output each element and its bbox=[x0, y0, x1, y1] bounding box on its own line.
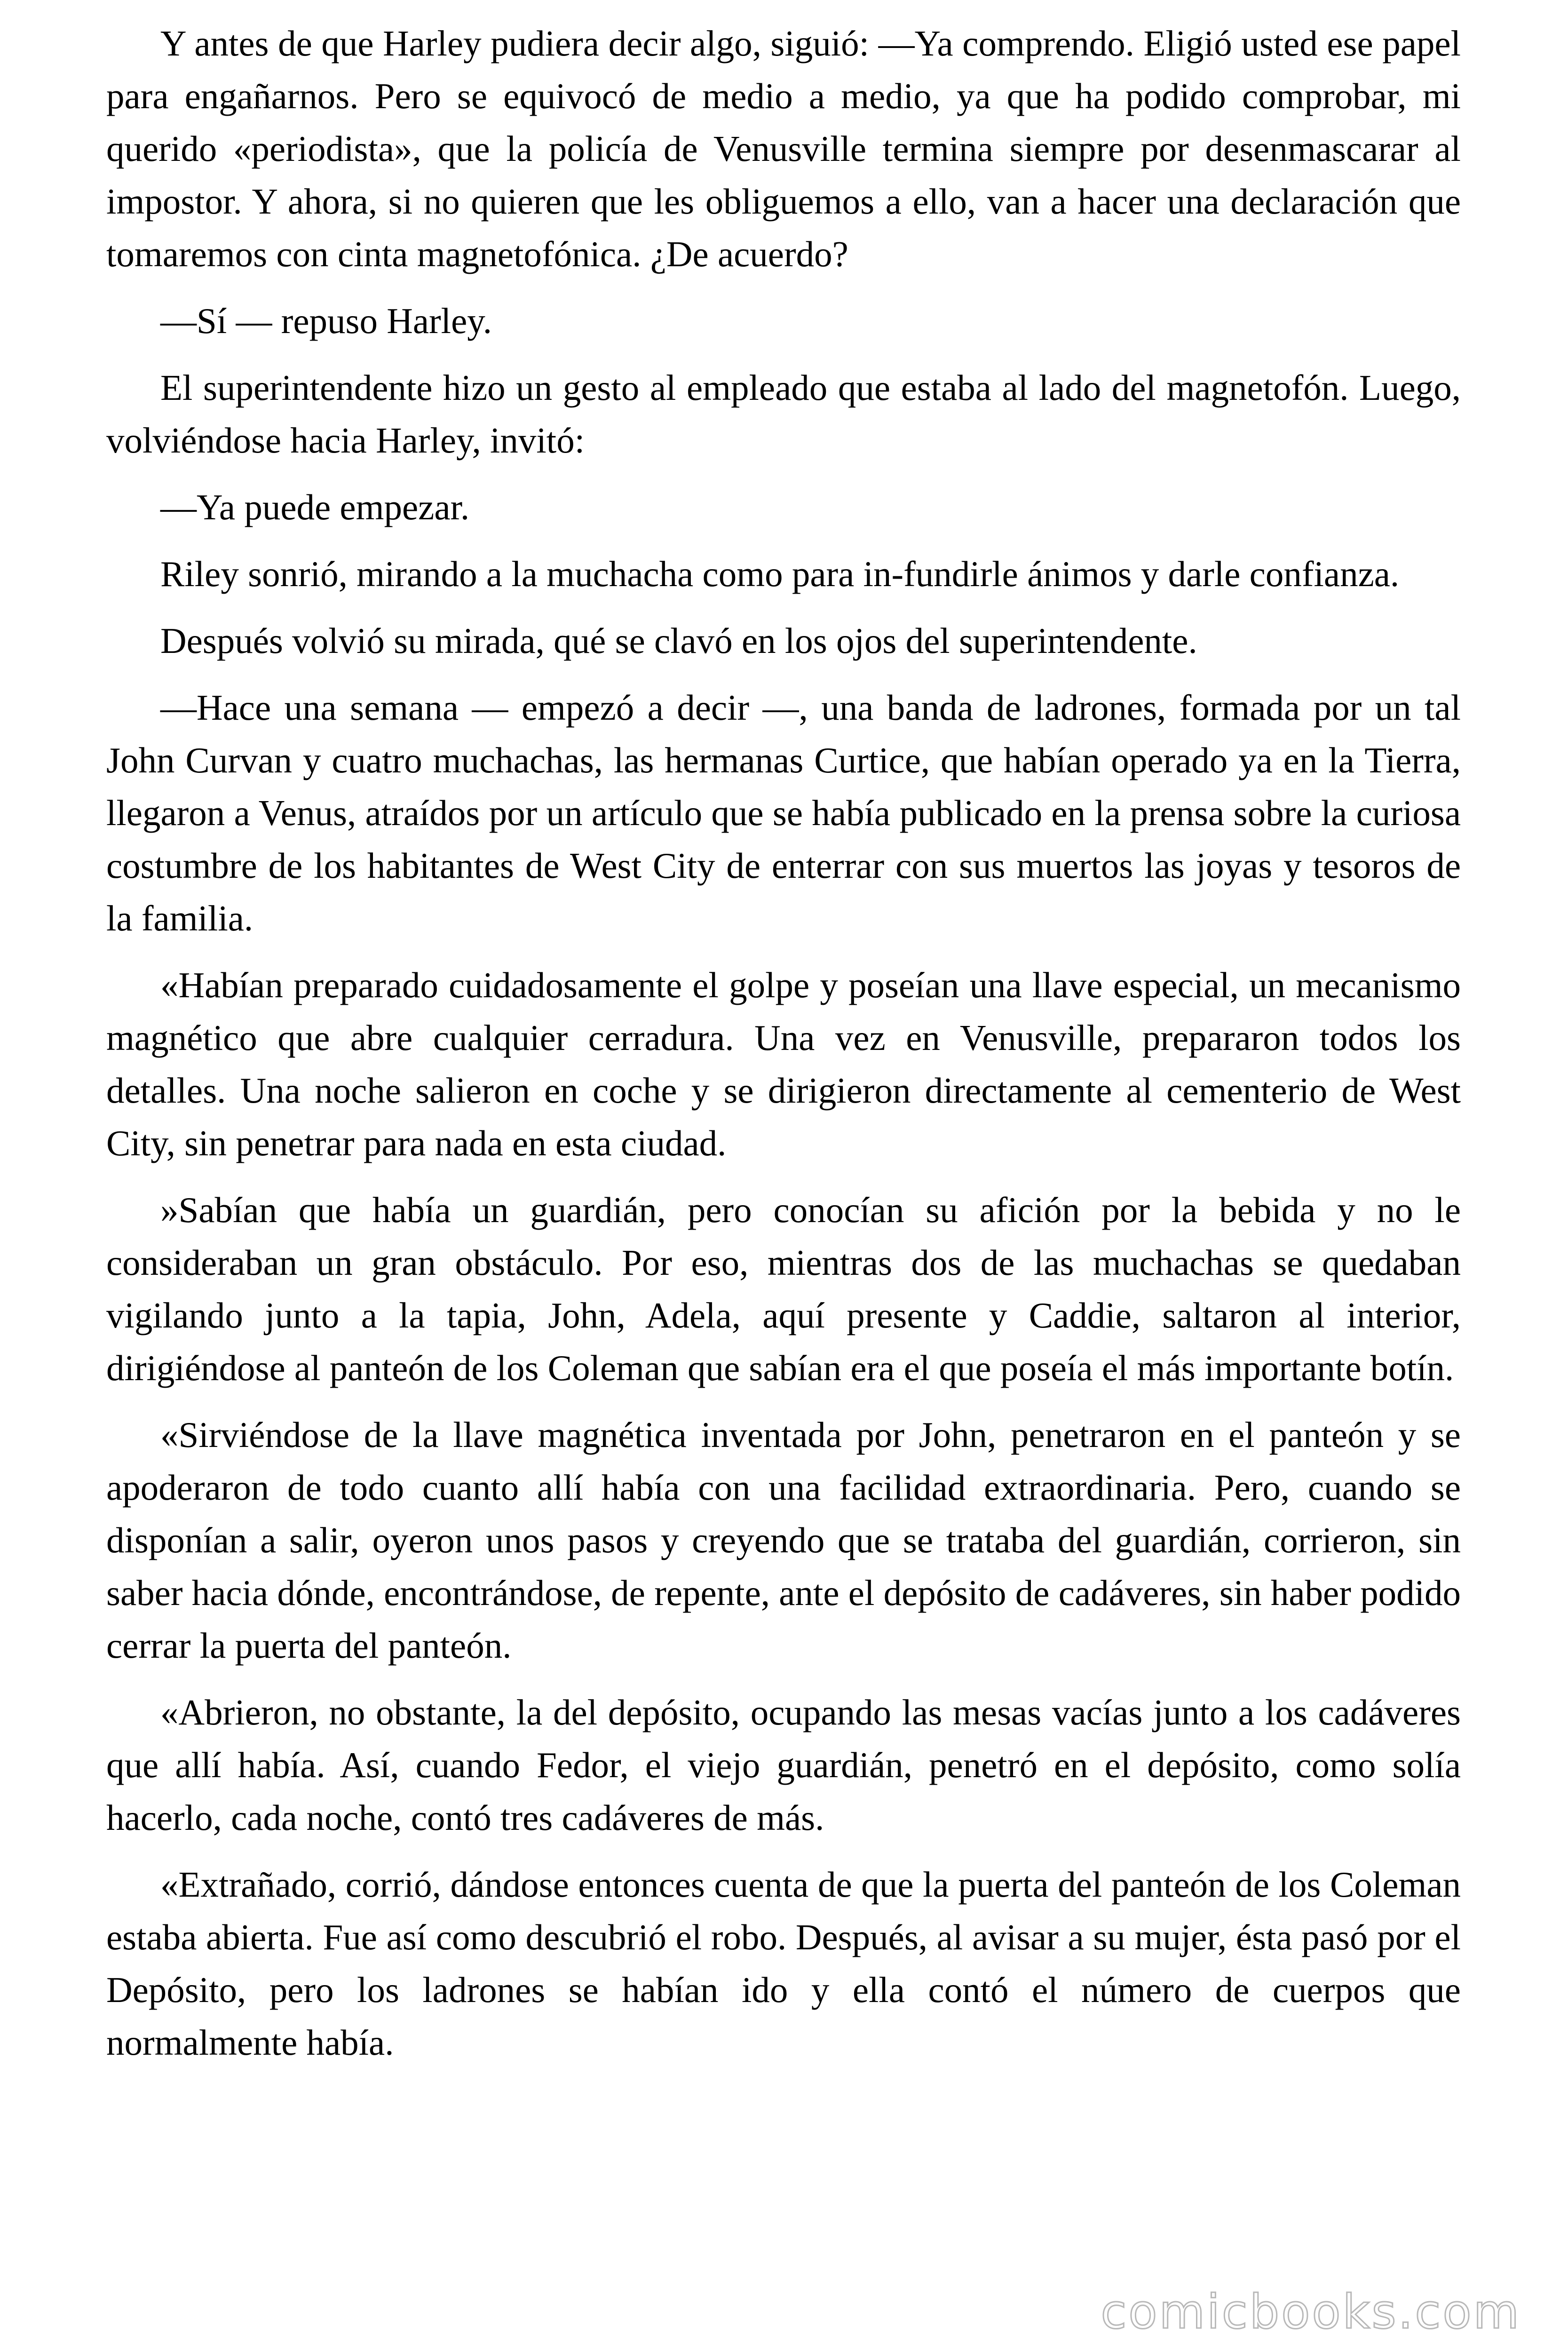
paragraph: «Habían preparado cuidadosamente el golpe y poseían una llave especial, un mecanismo magnético que abre cualquier cerradura. Una vez en Venusville, prepararon todos los detalles. Una noche salieron en coche y se dirigieron directamente al cementerio de West City, sin penetrar para nada en esta ciudad. bbox=[106, 965, 1461, 1163]
paragraph: Riley sonrió, mirando a la muchacha como para in-fundirle ánimos y darle confianza. bbox=[160, 554, 1400, 594]
paragraph: —Ya puede empezar. bbox=[160, 487, 470, 527]
watermark: comicbooks.com bbox=[1101, 2284, 1521, 2339]
paragraph: —Hace una semana — empezó a decir —, una banda de ladrones, formada por un tal John Curvan y cuatro muchachas, las hermanas Curtice, que habían operado ya en la Tierra, llegaron a Venus, atraídos por un artículo que se había publicado en la prensa sobre la curiosa costumbre de los habitantes de West City de enterrar con sus muertos las joyas y tesoros de la familia. bbox=[106, 687, 1461, 938]
paragraph: »Sabían que había un guardián, pero conocían su afición por la bebida y no le consideraban un gran obstáculo. Por eso, mientras dos de las muchachas se quedaban vigilando junto a la tapia, John, Adela, aquí presente y Caddie, saltaron al interior, dirigiéndose al panteón de los Coleman que sabían era el que poseía el más importante botín. bbox=[106, 1190, 1461, 1388]
paragraph: Después volvió su mirada, qué se clavó en los ojos del superintendente. bbox=[160, 620, 1197, 661]
paragraph: «Sirviéndose de la llave magnética inventada por John, penetraron en el panteón y se apoderaron de todo cuanto allí había con una facilidad extraordinaria. Pero, cuando se disponían a salir, oyeron unos pasos y creyendo que se trataba del guardián, corrieron, sin saber hacia dónde, encontrándose, de repente, ante el depósito de cadáveres, sin haber podido cerrar la puerta del panteón. bbox=[106, 1414, 1461, 1666]
paragraph: —Sí — repuso Harley. bbox=[160, 301, 492, 341]
page-body-text bbox=[106, 17, 1461, 2083]
paragraph: «Extrañado, corrió, dándose entonces cuenta de que la puerta del panteón de los Coleman estaba abierta. Fue así como descubrió el robo. Después, al avisar a su mujer, ésta pasó por el Depósito, pero los ladrones se habían ido y ella contó el número de cuerpos que normalmente había. bbox=[106, 1864, 1461, 2063]
paragraph: «Abrieron, no obstante, la del depósito, ocupando las mesas vacías junto a los cadáveres que allí había. Así, cuando Fedor, el viejo guardián, penetró en el depósito, como solía hacerlo, cada noche, contó tres cadáveres de más. bbox=[106, 1692, 1461, 1838]
paragraph: Y antes de que Harley pudiera decir algo, siguió: —Ya comprendo. Eligió usted ese papel para engañarnos. Pero se equivocó de medio a medio, ya que ha podido comprobar, mi querido «periodista», que la policía de Venusville termina siempre por desenmascarar al impostor. Y ahora, si no quieren que les obliguemos a ello, van a hacer una declaración que tomaremos con cinta magnetofónica. ¿De acuerdo? bbox=[106, 23, 1461, 274]
paragraph: El superintendente hizo un gesto al empleado que estaba al lado del magnetofón. Luego, volviéndose hacia Harley, invitó: bbox=[106, 367, 1461, 461]
